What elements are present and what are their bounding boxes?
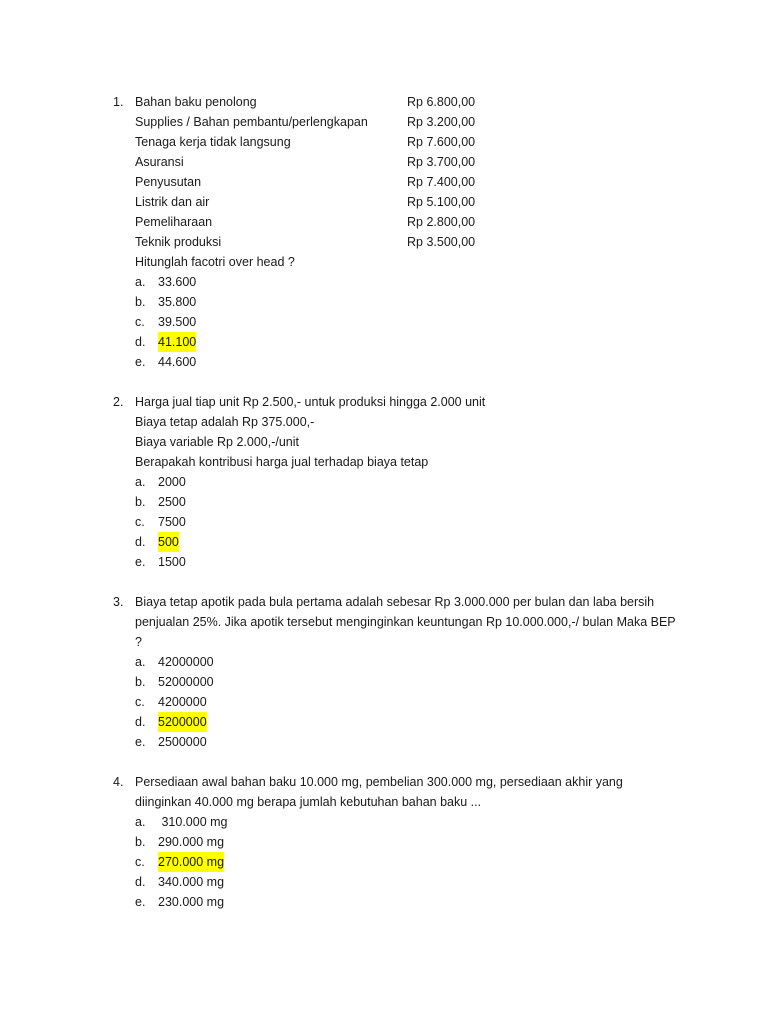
- option-b: [135, 292, 653, 312]
- option-b: [135, 492, 653, 512]
- option-e: [135, 732, 653, 752]
- question-line: diinginkan 40.000 mg berapa jumlah kebutuhan bahan baku ...: [135, 795, 482, 809]
- option-e: [135, 352, 653, 372]
- cost-item-value: Rp 7.600,00: [407, 135, 476, 149]
- cost-item-value: Rp 2.800,00: [407, 215, 476, 229]
- cost-item-value: Rp 6.800,00: [407, 95, 476, 109]
- cost-item-value: Rp 3.700,00: [407, 155, 476, 169]
- option-letter: a.: [135, 815, 146, 829]
- option-text: 7500: [158, 515, 186, 529]
- option-letter: e.: [135, 555, 146, 569]
- question-line: Berapakah kontribusi harga jual terhadap biaya tetap: [135, 455, 429, 469]
- option-text: 4200000: [158, 695, 207, 709]
- option-text: 33.600: [158, 275, 197, 289]
- option-c: [135, 312, 653, 332]
- question-text: Hitunglah facotri over head ?: [135, 255, 295, 269]
- option-letter: d.: [135, 535, 146, 549]
- question-number: 2.: [113, 395, 124, 409]
- option-d: [135, 532, 653, 552]
- option-text: 340.000 mg: [158, 875, 225, 889]
- question-body: [135, 392, 653, 572]
- option-letter: c.: [135, 315, 145, 329]
- question-body: [135, 92, 653, 372]
- cost-item: [135, 192, 653, 212]
- option-letter: a.: [135, 475, 146, 489]
- option-text: 2000: [158, 475, 186, 489]
- question-number: 4.: [113, 775, 124, 789]
- cost-item: [135, 212, 653, 232]
- option-text: 2500: [158, 495, 186, 509]
- option-letter: e.: [135, 895, 146, 909]
- option-letter: c.: [135, 695, 145, 709]
- question-line: ?: [135, 635, 142, 649]
- option-text: 2500000: [158, 735, 207, 749]
- option-b: [135, 832, 653, 852]
- option-letter: a.: [135, 655, 146, 669]
- option-letter: d.: [135, 335, 146, 349]
- option-d: [135, 712, 653, 732]
- option-a: [135, 652, 653, 672]
- option-a: [135, 272, 653, 292]
- option-letter: a.: [135, 275, 146, 289]
- option-a: [135, 812, 653, 832]
- question-number: 1.: [113, 95, 124, 109]
- option-text: 310.000 mg: [158, 815, 228, 829]
- question-number: 3.: [113, 595, 124, 609]
- option-letter: b.: [135, 675, 146, 689]
- option-e: [135, 892, 653, 912]
- cost-item-label: Penyusutan: [135, 175, 202, 189]
- cost-item-value: Rp 3.200,00: [407, 115, 476, 129]
- option-c: [135, 692, 653, 712]
- option-text: 35.800: [158, 295, 197, 309]
- cost-item-label: Teknik produksi: [135, 235, 222, 249]
- option-text: 290.000 mg: [158, 835, 225, 849]
- option-letter: e.: [135, 355, 146, 369]
- option-letter: b.: [135, 835, 146, 849]
- cost-item-label: Supplies / Bahan pembantu/perlengkapan: [135, 115, 368, 129]
- question-line: penjualan 25%. Jika apotik tersebut menginginkan keuntungan Rp 10.000.000,-/ bulan Maka BEP: [135, 615, 676, 629]
- cost-item: [135, 92, 653, 112]
- option-letter: b.: [135, 295, 146, 309]
- cost-item-value: Rp 3.500,00: [407, 235, 476, 249]
- question-line: Biaya tetap apotik pada bula pertama adalah sebesar Rp 3.000.000 per bulan dan laba bersih: [135, 595, 655, 609]
- option-letter: c.: [135, 855, 145, 869]
- option-e: [135, 552, 653, 572]
- option-c: [135, 852, 653, 872]
- option-text: 44.600: [158, 355, 197, 369]
- cost-item: [135, 152, 653, 172]
- option-text: 1500: [158, 555, 186, 569]
- question-line: Biaya tetap adalah Rp 375.000,-: [135, 415, 315, 429]
- option-text: 42000000: [158, 655, 214, 669]
- highlighted-answer: 500: [158, 532, 179, 552]
- cost-item: [135, 172, 653, 192]
- option-letter: d.: [135, 715, 146, 729]
- cost-item: [135, 232, 653, 252]
- option-letter: e.: [135, 735, 146, 749]
- option-d: [135, 332, 653, 352]
- option-text: 230.000 mg: [158, 895, 225, 909]
- cost-item: [135, 112, 653, 132]
- cost-item-label: Listrik dan air: [135, 195, 210, 209]
- highlighted-answer: 5200000: [158, 712, 207, 732]
- question-line: Harga jual tiap unit Rp 2.500,- untuk produksi hingga 2.000 unit: [135, 395, 486, 409]
- option-text: 39.500: [158, 315, 197, 329]
- option-d: [135, 872, 653, 892]
- cost-item-value: Rp 5.100,00: [407, 195, 476, 209]
- option-c: [135, 512, 653, 532]
- question-line: Biaya variable Rp 2.000,-/unit: [135, 435, 299, 449]
- cost-item-label: Asuransi: [135, 155, 184, 169]
- option-text: 52000000: [158, 675, 214, 689]
- cost-item-value: Rp 7.400,00: [407, 175, 476, 189]
- question-body: [135, 592, 676, 752]
- option-a: [135, 472, 653, 492]
- option-letter: d.: [135, 875, 146, 889]
- highlighted-answer: 270.000 mg: [158, 852, 224, 872]
- highlighted-answer: 41.100: [158, 332, 196, 352]
- option-letter: b.: [135, 495, 146, 509]
- option-b: [135, 672, 653, 692]
- option-letter: c.: [135, 515, 145, 529]
- cost-item: [135, 132, 653, 152]
- question-body: [135, 772, 653, 912]
- cost-item-label: Tenaga kerja tidak langsung: [135, 135, 291, 149]
- cost-item-label: Bahan baku penolong: [135, 95, 257, 109]
- question-line: Persediaan awal bahan baku 10.000 mg, pembelian 300.000 mg, persediaan akhir yang: [135, 775, 623, 789]
- cost-item-label: Pemeliharaan: [135, 215, 213, 229]
